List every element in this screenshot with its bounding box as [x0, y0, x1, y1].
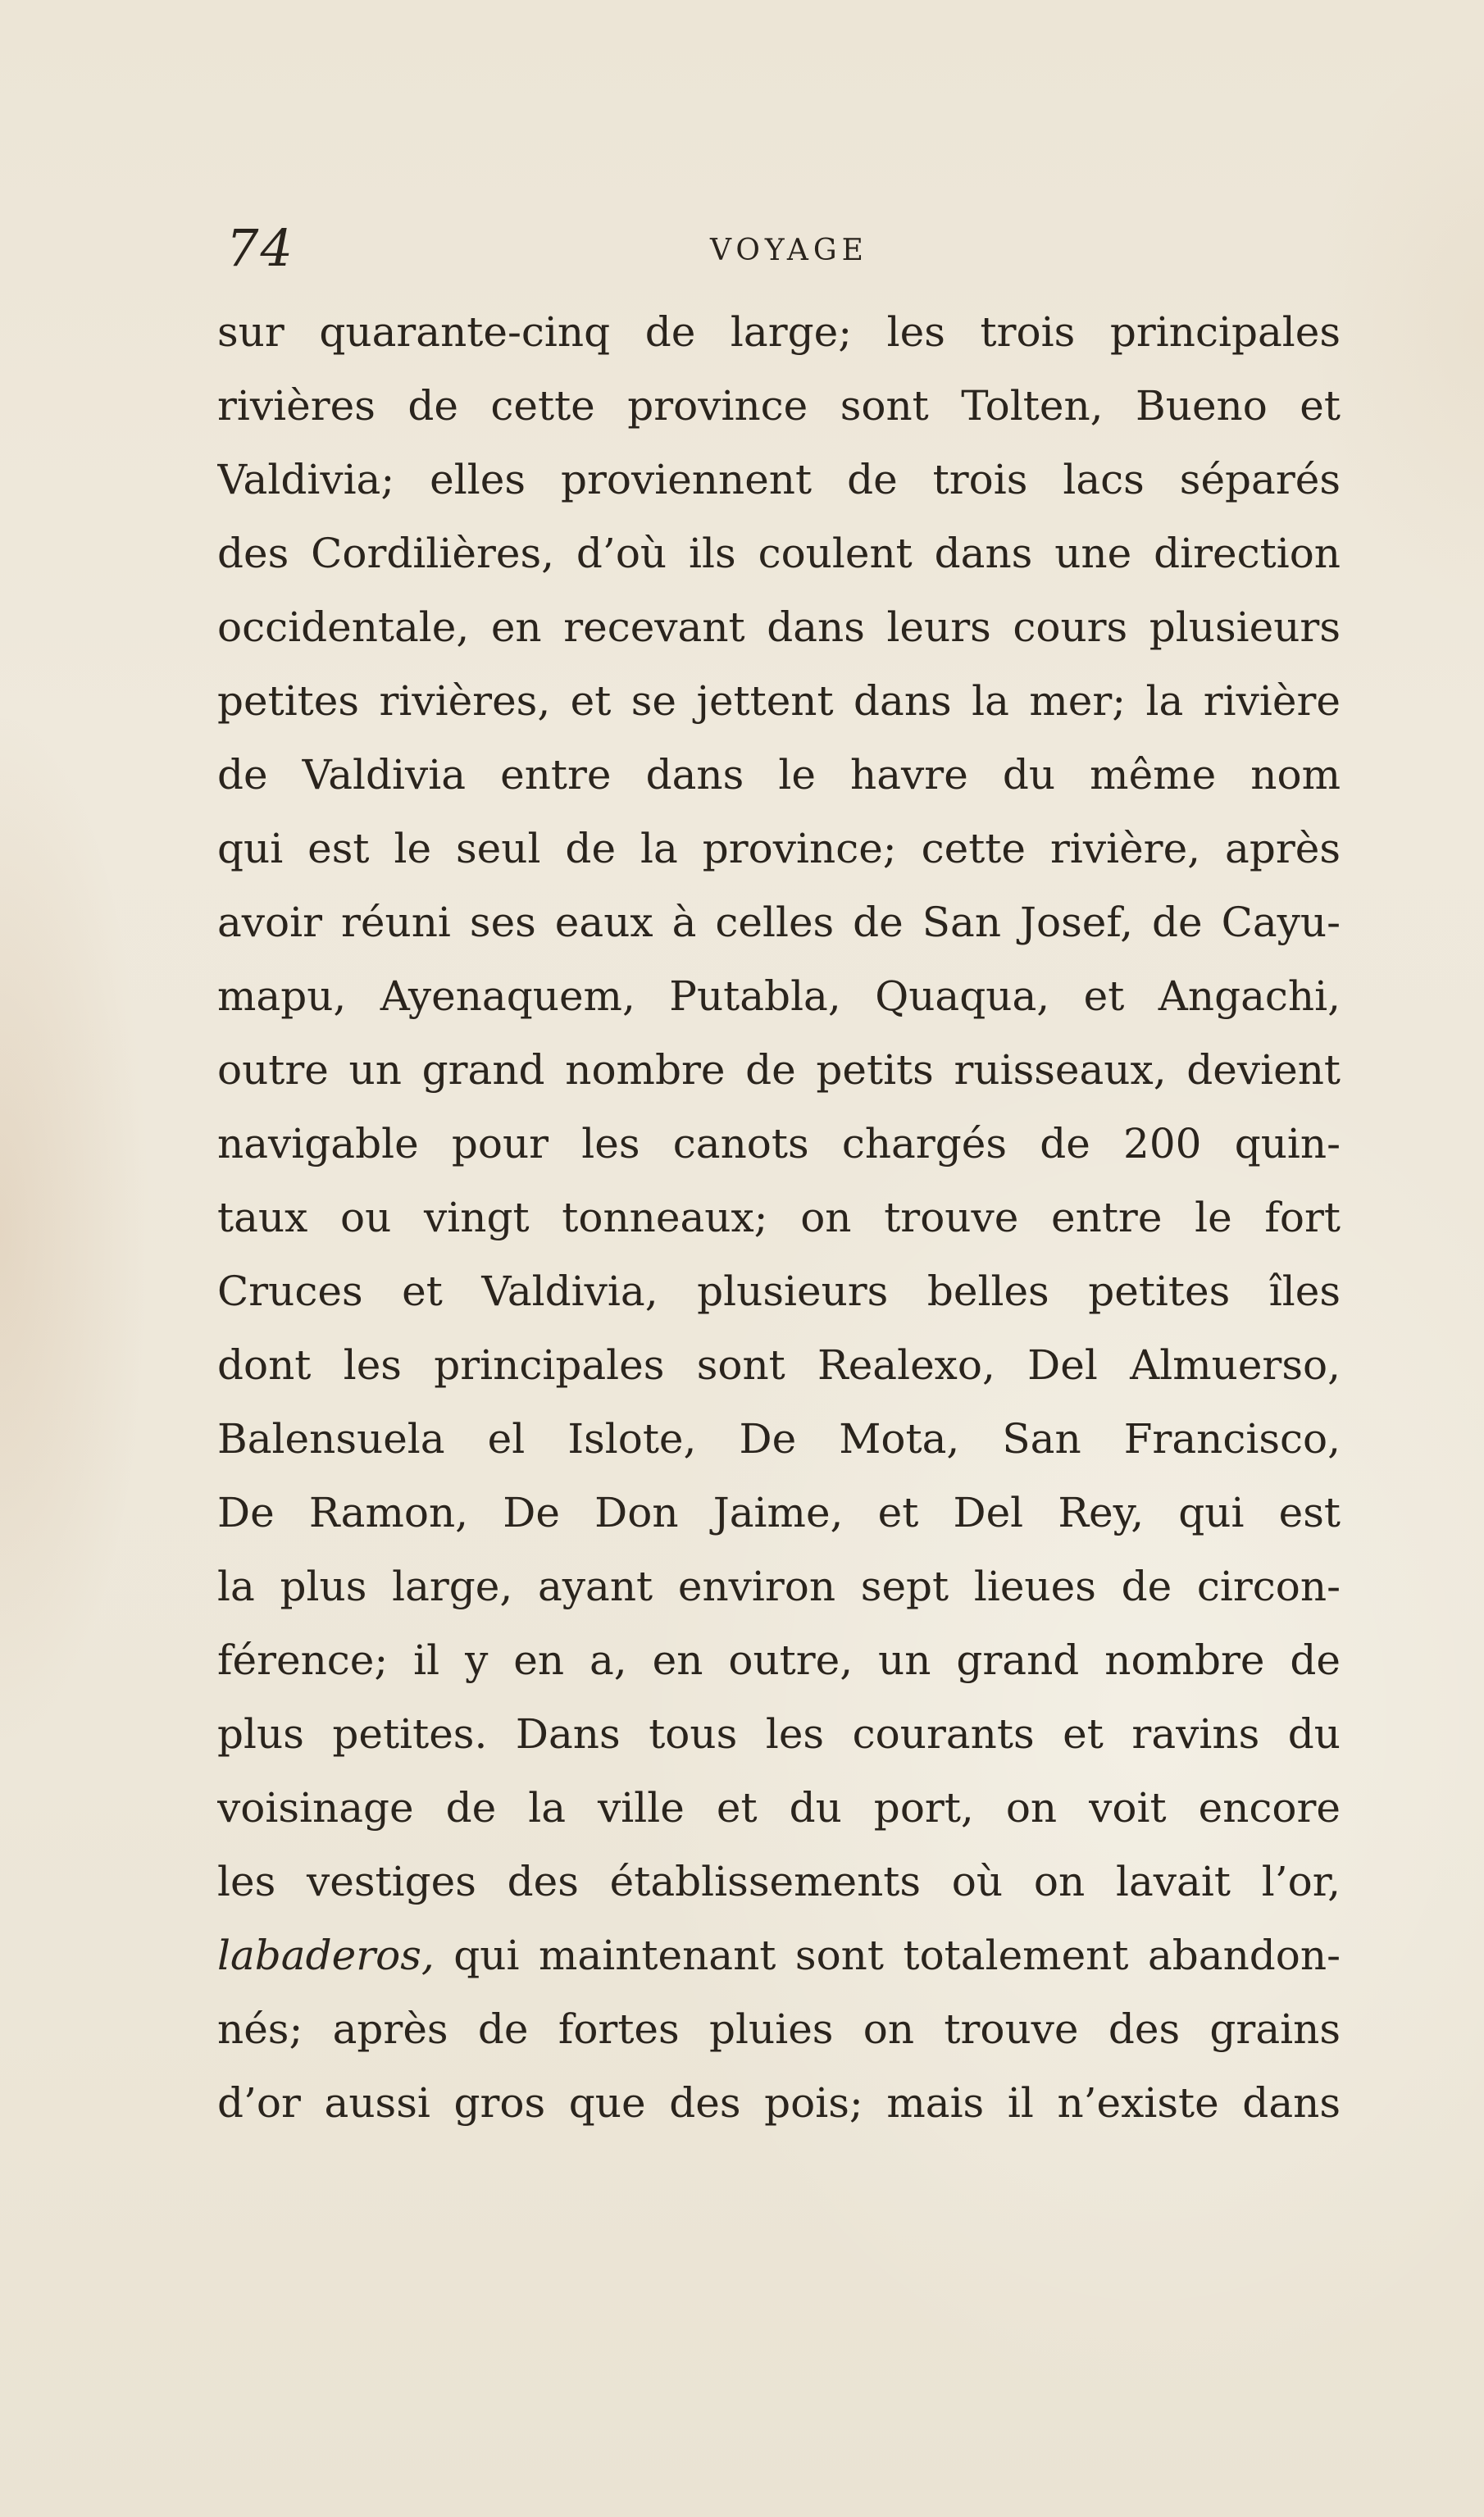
text-line: De Ramon, De Don Jaime, et Del Rey, qui est	[217, 1489, 1341, 1536]
text-line: Valdivia; elles proviennent de trois lacs séparés	[217, 456, 1341, 503]
text-line: mapu, Ayenaquem, Putabla, Quaqua, et Angachi,	[217, 972, 1341, 1020]
page-number: 74	[226, 218, 294, 278]
text-line-rest: qui maintenant sont totalement abandon-	[434, 1932, 1341, 1979]
text-line: avoir réuni ses eaux à celles de San Josef, de Cayu-	[217, 899, 1341, 946]
text-line: navigable pour les canots chargés de 200 quin-	[217, 1120, 1341, 1167]
body-text	[217, 295, 1341, 2140]
text-line: rivières de cette province sont Tolten, Bueno et	[217, 382, 1341, 430]
text-line: des Cordilières, d’où ils coulent dans une direction	[217, 530, 1341, 577]
text-line: les vestiges des établissements où on lavait l’or,	[217, 1858, 1341, 1905]
text-line: nés; après de fortes pluies on trouve des grains	[217, 2005, 1341, 2053]
running-head: VOYAGE	[710, 234, 868, 267]
page-header	[220, 212, 1336, 285]
text-line: de Valdivia entre dans le havre du même nom	[217, 751, 1341, 799]
text-line: sur quarante-cinq de large; les trois principales	[217, 308, 1341, 356]
italic-term: labaderos,	[217, 1932, 435, 1979]
text-line: voisinage de la ville et du port, on voit encore	[217, 1784, 1341, 1832]
text-line: d’or aussi gros que des pois; mais il n’existe dans	[217, 2079, 1341, 2127]
text-line: la plus large, ayant environ sept lieues de circon-	[217, 1563, 1341, 1610]
text-line: Cruces et Valdivia, plusieurs belles petites îles	[217, 1268, 1341, 1315]
text-line: plus petites. Dans tous les courants et ravins du	[217, 1710, 1341, 1758]
text-line: outre un grand nombre de petits ruisseaux, devient	[217, 1046, 1341, 1094]
text-line: occidentale, en recevant dans leurs cours plusieurs	[217, 603, 1341, 651]
text-line: férence; il y en a, en outre, un grand nombre de	[217, 1636, 1341, 1684]
text-line-italic-lead	[217, 1918, 1341, 1992]
text-line: dont les principales sont Realexo, Del Almuerso,	[217, 1341, 1341, 1389]
text-line: Balensuela el Islote, De Mota, San Francisco,	[217, 1415, 1341, 1463]
text-line: qui est le seul de la province; cette rivière, après	[217, 825, 1341, 872]
text-line: petites rivières, et se jettent dans la mer; la rivière	[217, 677, 1341, 725]
text-line: taux ou vingt tonneaux; on trouve entre le fort	[217, 1194, 1341, 1241]
